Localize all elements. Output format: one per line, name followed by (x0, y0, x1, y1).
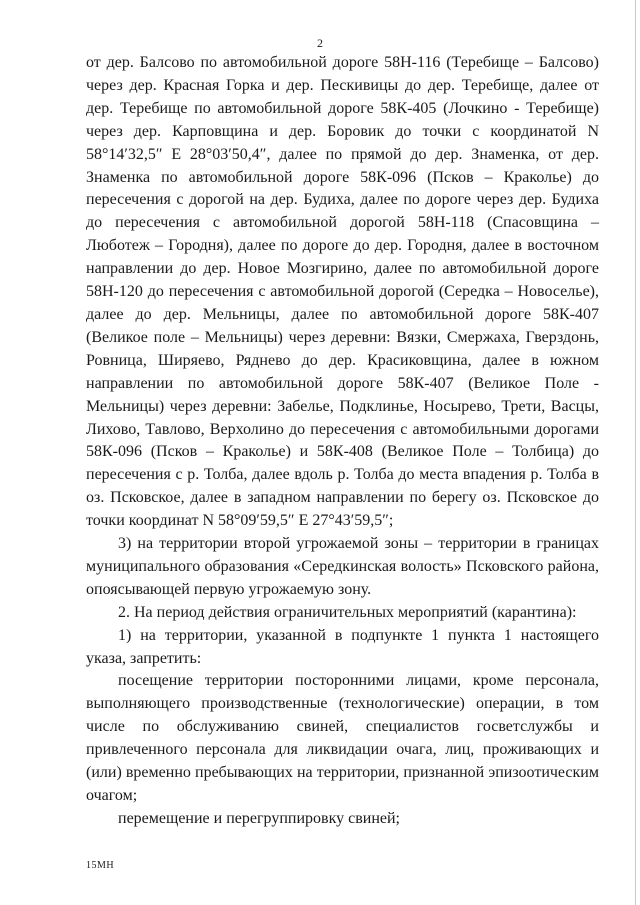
paragraph-visit-prohibition: посещение территории посторонними лицами, кроме персонала, выполняющего производственные (технологические) операции, в том числе по обслуживанию свиней, специалистов госветслужбы и привлеченного персонала для ликвидации очага, лиц, проживающих и (или) временно пребывающих на территории, признанной эпизоотическим очагом; (86, 672, 599, 804)
page-number: 2 (317, 36, 323, 50)
paragraph-prohibitions-intro: 1) на территории, указанной в подпункте 1 пункта 1 настоящего указа, запретить: (86, 626, 599, 667)
paragraph-movement-prohibition: перемещение и перегруппировку свиней; (118, 809, 400, 827)
document-body (86, 52, 599, 831)
paragraph-route-description: от дер. Балсово по автомобильной дороге 58Н-116 (Теребище – Балсово) через дер. Красная Горка и дер. Пескивицы до дер. Теребище, далее от дер. Теребище по автомобильной дороге 58К-405 (Лочкино - Теребище) через дер. Карповщина и дер. Боровик до точки с координатой N 58°14′32,5″ E 28°03′50,4″, далее по прямой до дер. Знаменка, от дер. Знаменка по автомобильной дороге 58К-096 (Псков – Краколье) до пересечения с дорогой на дер. Будиха, далее по дороге через дер. Будиха до пересечения с автомобильной дорогой 58Н-118 (Спасовщина – Люботеж – Городня), далее по дороге до дер. Городня, далее в восточном направлении до дер. Новое Мозгирино, далее по автомобильной дороге 58Н-120 до пересечения с автомобильной дорогой (Середка – Новоселье), далее до дер. Мельницы, далее по автомобильной дороге 58К-407 (Великое поле – Мельницы) через деревни: Вязки, Смержаха, Гверздонь, Ровница, Ширяево, Ряднево до дер. Красиковщина, далее в южном направлении по автомобильной дороге 58К-407 (Великое Поле - Мельницы) через деревни: Забелье, Подклинье, Носырево, Трети, Васцы, Лихово, Тавлово, Верхолино до пересечения с автомобильными дорогами 58К-096 (Псков – Краколье) и 58К-408 (Великое Поле – Толбица) до пересечения с р. Толба, далее вдоль р. Толба до места впадения р. Толба в оз. Псковское, далее в западном направлении по берегу оз. Псковское до точки координат N 58°09′59,5″ E 27°43′59,5″; (86, 54, 599, 530)
page-edge-line (635, 0, 636, 905)
paragraph-quarantine-period: 2. На период действия ограничительных мероприятий (карантина): (118, 603, 577, 621)
footer-code: 15МН (86, 860, 115, 871)
paragraph-second-zone: 3) на территории второй угрожаемой зоны – территории в границах муниципального образования «Середкинская волость» Псковского района, опоясывающей первую угрожаемую зону. (86, 535, 599, 598)
